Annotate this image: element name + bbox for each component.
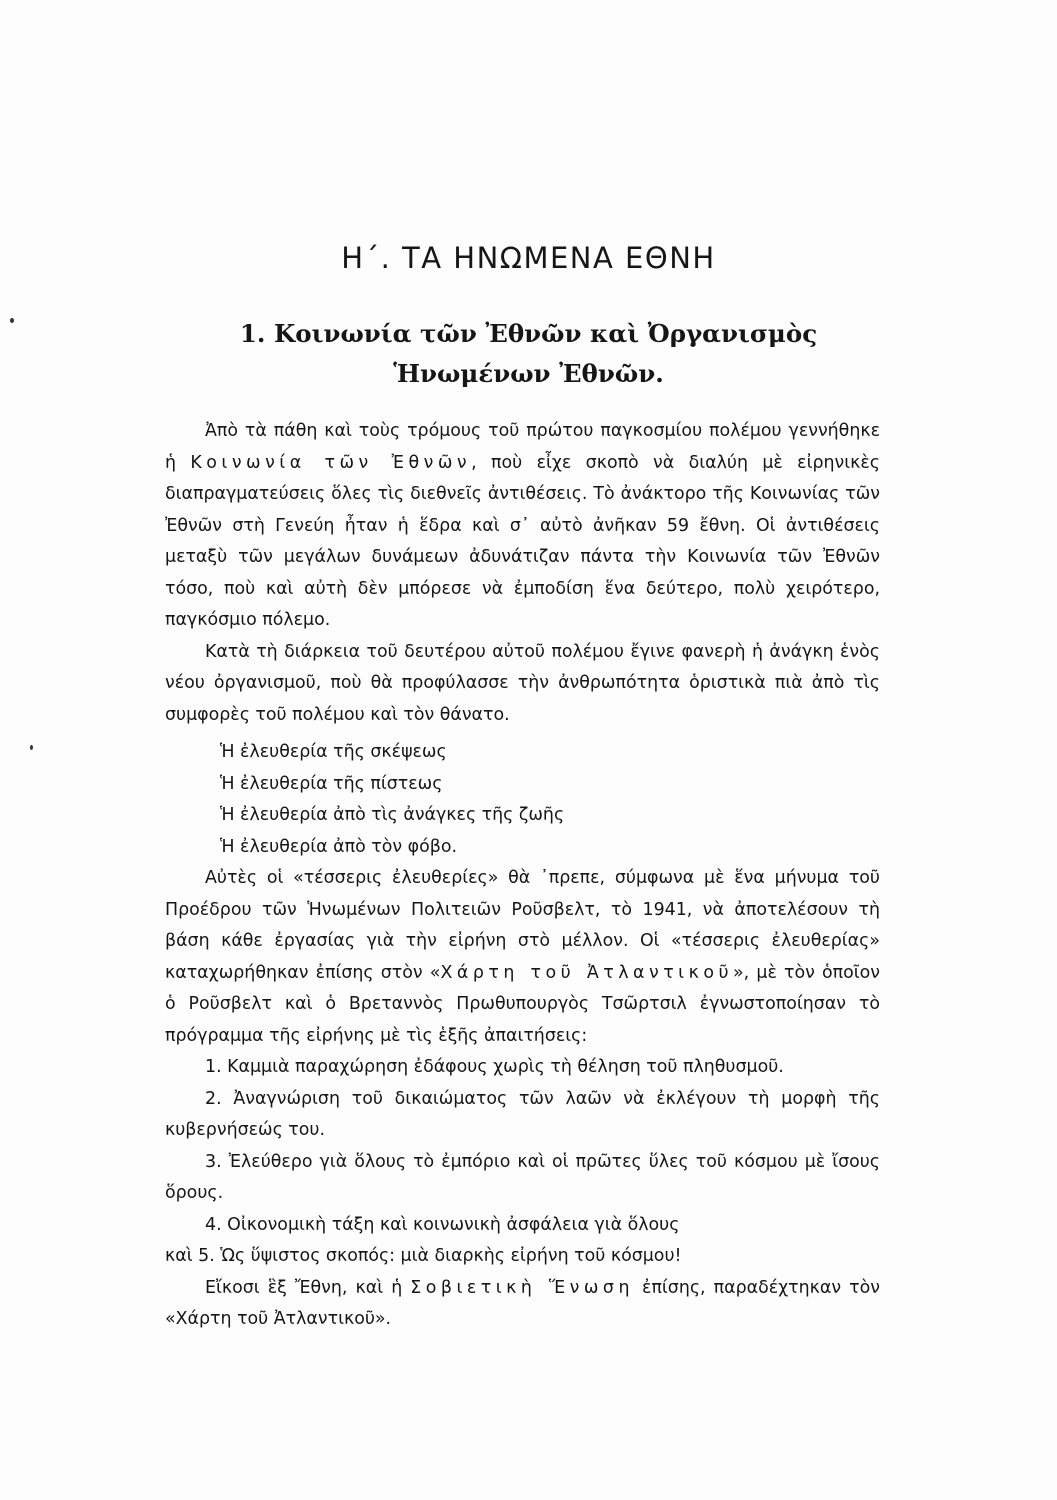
freedoms-list (220, 737, 880, 863)
freedom-item: Ἡ ἐλευθερία τῆς σκέψεως (220, 742, 447, 762)
demand-number: καὶ 5. (165, 1246, 215, 1266)
scan-speck (30, 745, 33, 750)
paragraph-league-of-nations (165, 416, 880, 637)
freedom-item: Ἡ ἐλευθερία τῆς πίστεως (220, 773, 443, 794)
freedom-item: Ἡ ἐλευθερία ἀπὸ τὶς ἀνάγκες τῆς ζωῆς (220, 805, 565, 825)
section-title (0, 314, 1057, 394)
demand-text: Οἰκονομικὴ τάξη καὶ κοινωνικὴ ἀσφάλεια γιὰ ὅλους (227, 1214, 680, 1235)
demand-text: Ἀναγνώριση τοῦ δικαιώματος τῶν λαῶν νὰ ἐκλέγουν τὴ μορφὴ τῆς κυβερνήσεώς του. (165, 1088, 880, 1140)
freedom-item: Ἡ ἐλευθερία ἀπὸ τὸν φόβο. (220, 836, 457, 857)
demand-number: 2. (205, 1088, 222, 1109)
demand-item (165, 1147, 880, 1210)
demand-number: 1. (205, 1057, 222, 1077)
body-text (165, 416, 880, 1336)
paragraph-atlantic-charter (165, 863, 880, 1052)
paragraph-text: Αὐτὲς οἱ «τέσσερις ἐλευθερίες» θὰ ᾽πρεπε, σύμφωνα μὲ ἕνα μήνυμα τοῦ Προέδρου τῶν Ἡνωμένων Πολιτειῶν Ροῦσβελτ, τὸ 1941, νὰ ἀποτελέσουν τὴ βάση κάθε ἐργασίας γιὰ τὴν εἰρήνη στὸ μέλλον. Οἱ «τέσσερις ἐλευθερίας» καταχωρήθηκαν ἐπίσης στὸν « (165, 868, 880, 983)
paragraph-text: Εἴκοσι ἓξ Ἔθνη, καὶ ἡ (205, 1277, 411, 1298)
demand-item (165, 1210, 880, 1242)
demand-text: Ἐλεύθερο γιὰ ὅλους τὸ ἐμπόριο καὶ οἱ πρῶτες ὕλες τοῦ κόσμου μὲ ἴσους ὅρους. (165, 1151, 881, 1203)
demand-item (165, 1084, 880, 1147)
spaced-emphasis: Χάρτη τοῦ Ἀτλαντικοῦ (440, 962, 734, 983)
demand-text: Καμμιὰ παραχώρηση ἐδάφους χωρὶς τὴ θέληση τοῦ πληθυσμοῦ. (227, 1057, 784, 1077)
section-title-line-2: Ἡνωμένων Ἐθνῶν. (393, 359, 664, 388)
paragraph-text: ἐπίσης, παραδέχτηκαν τὸν «Χάρτη τοῦ Ἀτλαντικοῦ». (165, 1277, 880, 1329)
demand-number: 3. (205, 1151, 222, 1172)
chapter-title: Η΄. ΤΑ ΗΝΩΜΕΝΑ ΕΘΝΗ (341, 241, 716, 276)
paragraph-signatories (165, 1273, 880, 1336)
spaced-emphasis: Κοινωνία τῶν Ἐθνῶν (190, 452, 472, 473)
section-title-line-1: 1. Κοινωνία τῶν Ἐθνῶν καὶ Ὀργανισμὸς (239, 319, 818, 348)
demand-item-5 (165, 1241, 880, 1273)
demand-number: 4. (205, 1214, 222, 1235)
paragraph-text: Ἀπὸ τὰ πάθη καὶ τοὺς τρόμους τοῦ πρώτου παγκοσμίου πολέμου γεννήθηκε ἡ (165, 421, 880, 473)
paragraph-new-organization: Κατὰ τὴ διάρκεια τοῦ δευτέρου αὐτοῦ πολέμου ἔγινε φανερὴ ἡ ἀνάγκη ἑνὸς νέου ὀργανισμοῦ, ποὺ θὰ προφύλασσε τὴν ἀνθρωπότητα ὁριστικὰ πιὰ ἀπὸ τὶς συμφορὲς τοῦ πολέμου καὶ τὸν θάνατο. (165, 641, 880, 725)
demand-item (165, 1052, 880, 1084)
paragraph-text: », μὲ τὸν ὁποῖον ὁ Ροῦσβελτ καὶ ὁ Βρεταννὸς Πρωθυπουργὸς Τσῶρτσιλ ἐγνωστοποίησαν τὸ πρόγραμμα τῆς εἰρήνης μὲ τὶς ἑξῆς ἀπαιτήσεις: (165, 962, 881, 1046)
paragraph-text: , ποὺ εἶχε σκοπὸ νὰ διαλύη μὲ εἰρηνικὲς διαπραγματεύσεις ὅλες τὶς διεθνεῖς ἀντιθέσεις. Τὸ ἀνάκτορο τῆς Κοινωνίας τῶν Ἐθνῶν στὴ Γενεύη ἦταν ἡ ἕδρα καὶ σ᾽ αὐτὸ ἀνῆκαν 59 ἔθνη. Οἱ ἀντιθέσεις μεταξὺ τῶν μεγάλων δυνάμεων ἀδυνάτιζαν πάντα τὴν Κοινωνία τῶν Ἐθνῶν τόσο, ποὺ καὶ αὐτὴ δὲν μπόρεσε νὰ ἐμποδίση ἕνα δεύτερο, πολὺ χειρότερο, παγκόσμιο πόλεμο. (165, 452, 880, 630)
demand-text: Ὡς ὕψιστος σκοπός: μιὰ διαρκὴς εἰρήνη τοῦ κόσμου! (220, 1246, 682, 1266)
spaced-emphasis: Σοβιετικὴ Ἕνωση (410, 1277, 634, 1298)
